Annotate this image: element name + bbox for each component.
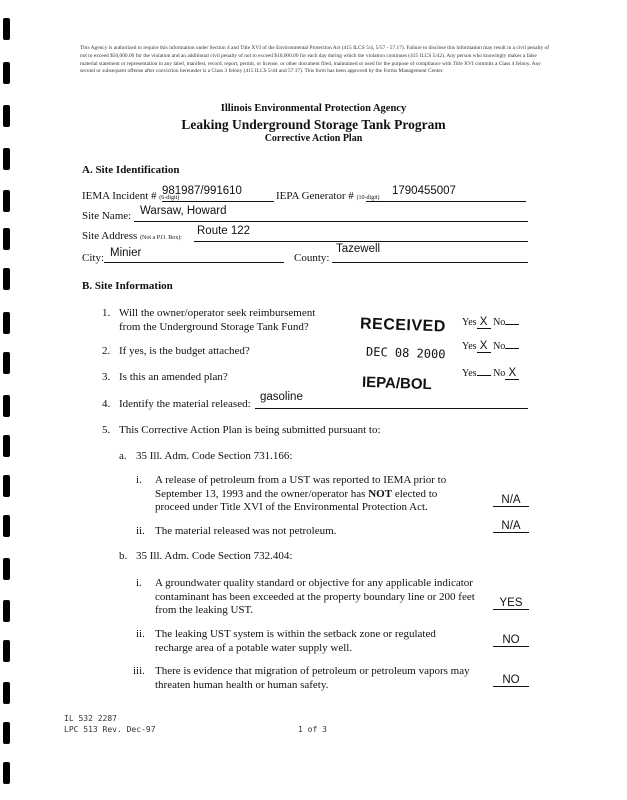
q1-number: 1. [102, 307, 111, 319]
section-b-title: B. Site Information [82, 280, 173, 292]
q3-yes-no[interactable]: Yes No X [462, 367, 519, 380]
a-ii-text: The material released was not petroleum. [155, 525, 337, 537]
a-ii-answer[interactable]: N/A [493, 520, 529, 533]
q2-yes-no[interactable]: Yes X No [462, 340, 519, 353]
site-name-label: Site Name: [82, 210, 132, 222]
incident-label: IEMA Incident # (6-digit) [82, 190, 180, 202]
sub-b-label: b. [119, 550, 128, 562]
q5-number: 5. [102, 424, 111, 436]
generator-label: IEPA Generator # (10-digit) [276, 190, 380, 202]
q3-text: Is this an amended plan? [119, 371, 228, 383]
q1-yes-no[interactable]: Yes X No [462, 316, 519, 329]
site-address-field[interactable]: Route 122 [197, 225, 251, 237]
section-a-title: A. Site Identification [82, 164, 180, 176]
q4-text: Identify the material released: [119, 398, 251, 410]
site-name-field[interactable]: Warsaw, Howard [140, 205, 227, 217]
b-iii-text: There is evidence that migration of petroleum or petroleum vapors may threaten human health or human safety. [155, 665, 470, 691]
sub-a-label: a. [119, 450, 127, 462]
generator-number-field[interactable]: 1790455007 [392, 185, 456, 197]
material-released-field[interactable]: gasoline [260, 391, 303, 403]
a-i-answer[interactable]: N/A [493, 494, 529, 507]
q1-text: Will the owner/operator seek reimbursement from the Underground Storage Tank Fund? [119, 307, 316, 333]
q4-number: 4. [102, 398, 111, 410]
q2-text: If yes, is the budget attached? [119, 345, 250, 357]
q5-text: This Corrective Action Plan is being submitted pursuant to: [119, 424, 381, 436]
a-ii-number: ii. [136, 525, 145, 537]
form-revision: LPC 513 Rev. Dec-97 [64, 725, 156, 734]
form-title: Corrective Action Plan [264, 133, 363, 144]
b-ii-number: ii. [136, 628, 145, 640]
a-i-text: A release of petroleum from a UST was reported to IEMA prior to September 13, 1993 and the owner/operator has NOT elected to proceed under Title XVI of the Environmental Protection Act. [155, 474, 447, 513]
page-number: 1 of 3 [298, 725, 327, 734]
q2-number: 2. [102, 345, 111, 357]
incident-number-field[interactable]: 981987/991610 [162, 185, 242, 197]
program-title: Leaking Underground Storage Tank Program [181, 117, 446, 132]
b-iii-number: iii. [133, 665, 145, 677]
received-stamp: RECEIVED [359, 315, 447, 336]
office-stamp: IEPA/BOL [361, 373, 433, 394]
city-label: City: [82, 252, 105, 264]
agency-name: Illinois Environmental Protection Agency [220, 103, 407, 114]
city-field[interactable]: Minier [110, 247, 142, 259]
sub-a-text: 35 Ill. Adm. Code Section 731.166: [136, 450, 293, 462]
form-code: IL 532 2287 [64, 714, 117, 723]
a-i-number: i. [136, 474, 142, 486]
b-i-text: A groundwater quality standard or objective for any applicable indicator contaminant has been exceeded at the property boundary line or 200 feet from the leaking UST. [155, 577, 475, 616]
received-date-stamp: DEC 08 2000 [365, 344, 446, 362]
county-field[interactable]: Tazewell [336, 243, 381, 255]
b-i-number: i. [136, 577, 142, 589]
sub-b-text: 35 Ill. Adm. Code Section 732.404: [136, 550, 293, 562]
b-i-answer[interactable]: YES [493, 597, 529, 610]
b-iii-answer[interactable]: NO [493, 674, 529, 687]
county-label: County: [294, 252, 330, 264]
b-ii-text: The leaking UST system is within the setback zone or regulated recharge area of a potable water supply well. [155, 628, 436, 654]
b-ii-answer[interactable]: NO [493, 634, 529, 647]
site-address-label: Site Address (Not a P.O. Box): [82, 230, 182, 242]
legal-notice: This Agency is authorized to require this information under Section 4 and Title XVI of the Environmental Protection Act (415 ILCS 5/4, 5/57 - 57.17). Failure to disclose this information may result in a civil penalty of not to exceed $50,000.00 for the violation and an additional civil penalty of not to exceed $10,000.00 for each day during which the violation continues (415 ILCS 5/42). Any person who knowingly makes a false material statement or representation in any label, manifest, record, report, permit, or license, or other document filed, maintained or used for the purpose of compliance with Title XVI commits a Class 4 felony. Any second or subsequent offense after conviction hereunder is a Class 3 felony (415 ILCS 5/44 and 57.17). This form has been approved by the Forms Management Center. [80, 45, 550, 75]
q3-number: 3. [102, 371, 111, 383]
